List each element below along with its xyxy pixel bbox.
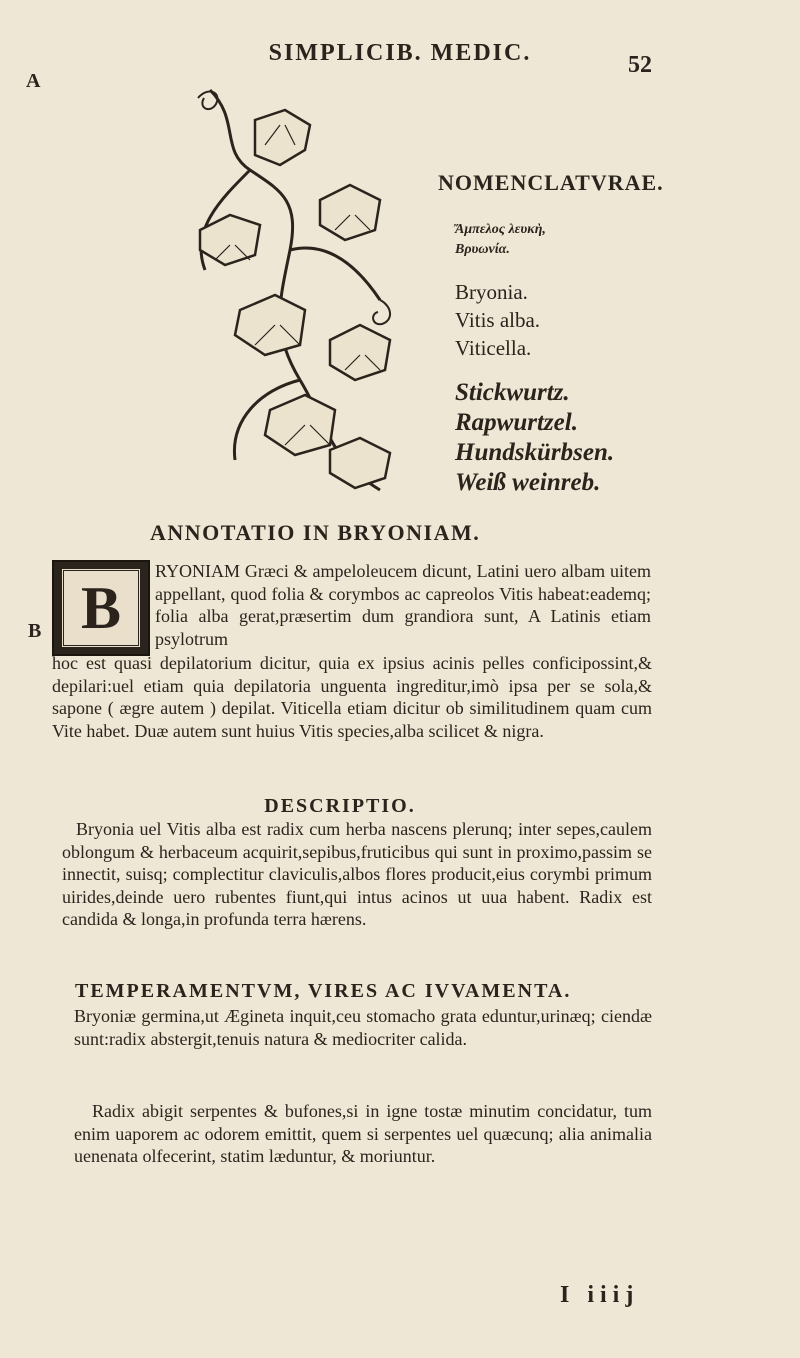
temperamentum-title: TEMPERAMENTVM, VIRES AC IVVAMENTA. <box>75 980 572 1002</box>
annotation-text-first: RYONIAM Græci & ampeloleucem dicunt, Latini uero albam uitem appellant, quod folia & corymbos ac capreolos Vitis habeat:eademq; folia alba gerat,præsertim dum grandiora sunt, A Latinis etiam psylotrum <box>155 561 651 649</box>
german-name: Stickwurtz. <box>455 379 570 406</box>
greek-name: Βρυωνία. <box>455 242 510 257</box>
latin-name: Vitis alba. <box>455 308 541 332</box>
margin-letter: B <box>28 620 42 642</box>
greek-names <box>455 220 546 260</box>
bryony-woodcut-illustration <box>180 80 430 510</box>
greek-name: Ἄμπελος λευκὴ, <box>455 222 546 237</box>
corner-mark: A <box>26 70 41 92</box>
descriptio-text: Bryonia uel Vitis alba est radix cum herba nascens plerunq; inter sepes,caulem oblongum & herbaceum acquirit,sepibus,fruticibus qui sunt in proximo,passim se innectit, suisq; complectitur claviculis,albos flores producit,eius corymbi primum uirides,deinde uero rubentes fiunt,qui intus acinos ut uua habent. Radix est candida & longa,in profunda terra hærens. <box>62 819 652 929</box>
latin-name: Viticella. <box>455 336 532 360</box>
latin-names <box>455 278 540 362</box>
descriptio-title: DESCRIPTIO. <box>264 795 416 817</box>
temperamentum-block-1 <box>74 1005 652 1050</box>
descriptio-block <box>62 818 652 931</box>
folio-number: 52 <box>628 52 652 78</box>
running-head: SIMPLICIB. MEDIC. <box>268 40 532 66</box>
annotation-title: ANNOTATIO IN BRYONIAM. <box>150 520 481 545</box>
annotation-text-rest: hoc est quasi depilatorium dicitur, quia ex ipsius acinis pelles conficipossint,& depilari:uel etiam quia depilatoria unguenta ingreditur,imò ipsa per se sola,& sapone ( ægre autem ) depilat. Viticella etiam dicitur ob similitudinem quam cum Vite habet. Duæ autem sunt huius Vitis species,alba scilicet & nigra. <box>52 653 652 741</box>
german-names <box>455 378 614 498</box>
initial-letter: B <box>61 568 141 648</box>
annotation-first-block <box>155 560 651 650</box>
signature-mark: I iiij <box>560 1282 640 1308</box>
german-name: Weiß weinreb. <box>455 469 601 496</box>
nomenclature-title: NOMENCLATVRAE. <box>438 170 664 195</box>
annotation-rest-block <box>52 652 652 742</box>
decorated-initial <box>52 560 150 656</box>
temperamentum-text-2: Radix abigit serpentes & bufones,si in igne tostæ minutim concidatur, tum enim uaporem ac odorem emittit, quem si serpentes uel quæcunq; alia animalia uenenata olfecerint, statim læduntur, & moriuntur. <box>74 1101 652 1166</box>
temperamentum-block-2 <box>74 1100 652 1168</box>
latin-name: Bryonia. <box>455 280 528 304</box>
temperamentum-text-1: Bryoniæ germina,ut Æginetа inquit,ceu stomacho grata eduntur,urinæq; ciendæ sunt:radix abstergit,tenuis natura & mediocriter calida. <box>74 1006 652 1049</box>
german-name: Rapwurtzel. <box>455 409 578 436</box>
german-name: Hundskürbsen. <box>455 439 615 466</box>
